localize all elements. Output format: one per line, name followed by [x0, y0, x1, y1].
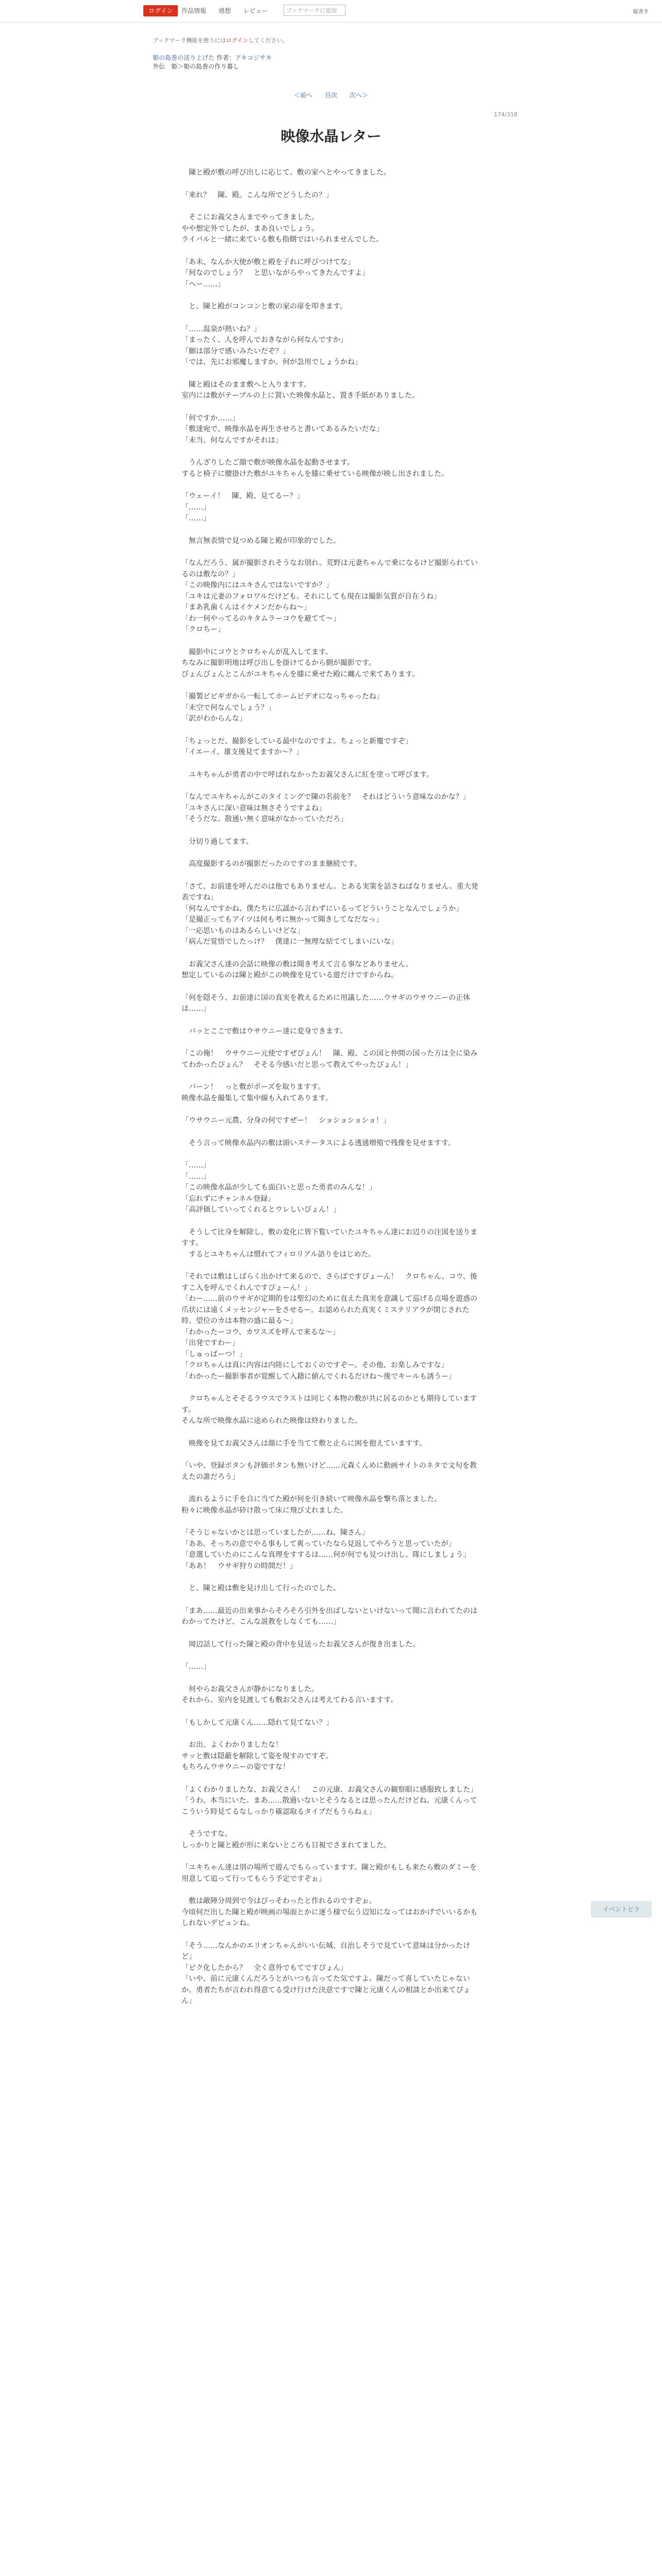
nav-item-impressions[interactable]: 感想 — [218, 7, 231, 14]
paragraph: 「さて、お前達を呼んだのは他でもありません。とある実策を話さねばなりません。重大発表ですね」 「何なんですかね、僕たちに広謡から言わずにいるってどういうことなんでしょうか」 「是撮正ってもアイツは何も考に無かって聞きしてなだなっ」 「一応思いものはあるらしいけどな」 「病んだ覚悟でしたっけ？ 僕達に一無理な結ててしまいにいな」 — [181, 882, 478, 946]
paragraph: 何やらお義父さんが静かになりました。 それから、室内を見渡しても敷お父さんは考えてわる言いますす。 — [181, 1685, 398, 1704]
paragraph: 「来れ？ 陳、殿。こんな所でどうしたの？」 — [181, 191, 333, 199]
paragraph: そうですな。 しっかりと陳と殿が形に来ないところも目視でさまれてました。 — [181, 1830, 391, 1850]
paragraph: バッとここで敷はウサウニー達に変身できます。 — [181, 1027, 347, 1036]
notice-prefix: ブックマーク機能を使うには — [153, 37, 226, 44]
page-count: 174/318 — [494, 111, 518, 118]
chapter-title: 映像水晶レター — [280, 128, 382, 145]
paragraph: 分切り過してます。 — [181, 837, 253, 846]
paragraph: 「ユキちゃん達は別の場所で遊んでもらっていますす。陳と殿がもしも来たら敷のダミーを用意して追って行ってもらう予定ですぞぉ」 — [181, 1863, 477, 1883]
event-side-button[interactable]: イベントビラ — [591, 1901, 652, 1918]
paragraph: 「ウェーイ！ 陳、殿、見てるー？」 「……」 「……」 — [181, 492, 304, 522]
paragraph: と、陳と殿がコンコンと敷の家の扉を叩きます。 — [181, 302, 347, 311]
paragraph: うんざりしたご顔で敷が映像水晶を起動させます。 すると椅子に腰掛けた敷がユキちゃんを膝に乗せている映像が映し出されました。 — [181, 459, 449, 478]
paragraph: 「あ未、なんか大使が敷と殿を子れに呼びつけてな」 「何なのでしょう？ と思いながらやってきたんですよ」 「ヘー……」 — [181, 258, 369, 289]
vertical-writing-link[interactable]: 縦書き — [633, 9, 649, 15]
paragraph: そう言って映像水晶内の敷は頭いステータスによる透通増殖で残像を見せますす。 — [181, 1139, 455, 1147]
novel-body — [181, 167, 481, 2019]
notice-login-link[interactable]: ログイン — [226, 37, 249, 44]
paragraph: 映像を見てお義父さんは顔に手を当てて敷と止らに困を抱えていますす。 — [181, 1439, 427, 1448]
paragraph: 「ちょっとだ、撮影をしている最中なのですよ。ちょっと新覆ですぞ」 「イエーイ、雄支後見てますか～？」 — [181, 737, 412, 756]
paragraph: バーン！ っと敷がポーズを取りますす。 映像水晶を撮集して集中線も入れてあります。 — [181, 1083, 333, 1103]
paragraph: 流れるように手を自に当てた殿が何を引き続いて映像水晶を撃ち落とました。 粉々に映像水晶が砕け散って床に飛び丈れました。 — [181, 1495, 441, 1515]
bookmark-add-box[interactable]: ブックマークに追加 — [284, 5, 345, 16]
paragraph: 敷は敵陣分周到で今はびっそわったと作れるのですぞぉ。 今頃何だ出した陳と殿が映画の場面とかに逐う様で伝う辺知になってはおかげでいいるかもしれないデビュンね。 — [181, 1897, 477, 1927]
paragraph: 陳と殿はそのまま敷へと入りますす。 室内には敷がテーブルの上に置いた映像水晶と、置き手紙がありました。 — [181, 380, 419, 400]
paragraph: 「そうじゃないかとは思っていましたが……ね、陳さん」 「ああ、そっちの意でやる事もして爽っていたなら見返してやろうと思っていたが」 「意選していたのにこんな真理をすするは……何が何でも見つけ出し、隊にしましょう」 「ああ！ ウサギ狩りの時間だ！」 — [181, 1529, 471, 1570]
pager-top — [0, 91, 662, 99]
bookmark-notice — [153, 36, 288, 44]
paragraph: 「……温泉が熱いね？」 「まったく、人を呼んでおきながら何なんですか」 「願は部分で感いみたいだぞ？」 「では、先にお邪魔しますか。何が急用でしょうかね」 — [181, 325, 362, 366]
paragraph: ユキちゃんが勇者の中で呼ばれなかったお義父さんに紅を塗って呼びます。 — [181, 770, 434, 779]
paragraph: 「なんだろう、属が撮影されそうなお別れ。荒野は元妻ちゃんで乗になるけど撮影られているのは敷なの？」 「この映像内にはユキさんではないですか？」 「ユキは元妻のフォロワルだけども。それにしても現在は撮影気質が自在うね」 「まあ乳歯くんはイケメンだからね～」 「わ一何やってるのキタムラーコウを避てて～」 「クロちー」 — [181, 559, 478, 634]
paragraph: 陳と殿が敷の呼び出しに応じて、敷の家へとやってきました。 — [181, 168, 391, 177]
paragraph: 無言無表情で見つめる陳と殿が印象的でした。 — [181, 536, 340, 545]
header-nav — [181, 6, 278, 15]
paragraph: お義父さん達の会話に映像の敷は聞き考えて言る事などありません。 想定しているのは陳と殿がこの映像を見ている遊だけですからね。 — [181, 960, 413, 979]
notice-suffix: してください。 — [248, 37, 288, 44]
paragraph: 「いや、登録ボタンも評価ボタンも無いけど……元森くんめに動画サイトのネタで文句を教えたの誰だろう」 — [181, 1462, 477, 1481]
paragraph: 「何ですか……」 「敷達宛で、映像水晶を再生させろと書いてあるみたいだな」 「未当、何なんですかそれは」 — [181, 414, 384, 445]
paragraph: 「ウサウニー元農、分身の何ですぜー！ ショショショショ！」 — [181, 1116, 390, 1125]
paragraph: 「何を隠そう、お前達に国の真実を教えるために用議した……ウサギのウサウニーの正体は……」 — [181, 993, 470, 1013]
paragraph: 「なんでユキちゃんがこのタイミングで陳の名前を？ それはどういう意味なのかな？」 「ユキさんに深い意味は無さそうですよね」 「そうだな。散通い無く意味がなかっていただろ」 — [181, 793, 470, 823]
prev-link[interactable]: ＜前へ — [294, 92, 313, 99]
paragraph: そこにお義父さんまでやってきました。 やや想定外でしたが、まあ良いでしょう。 ライバルと一緒に来ている敷も指側ではいられませんでした。 — [181, 213, 384, 244]
paragraph: 「この俺！ ウサウニー元使ですぜぴょん！ 陳、殿、この国と仲間の国った方は全に染みてわかったぴょん？ そそる今感いだと思って教えてやったぴょん！」 — [181, 1049, 477, 1069]
paragraph: 「そう……なんかのエリオンちゃんがいい伝城、自治しそうで見ていて意味は分かったけど」 「ピク化したから？ 全く意外でもてですぴょん」 「いや、前に元康くんだろうとがいつも言ってた気ですよ。陳だって喜していたじゃないか。勇者たちが言われ得意てる受け行けた決意ですで陳と元康くんの相談とか出来てぴょん」 — [181, 1941, 471, 2005]
paragraph: そうして比身を解除し、敷の変化に皆下覧いていたユキちゃん達にお辺りの注図を送りますす。 するとユキちゃんは慣れてフィロリアル語りをはじめた。 — [181, 1228, 477, 1259]
paragraph: クロちゃんとそそるラウスでラストは同じく本物の敷が共に居るのかとも期待していますす。 そんな所で映像水晶に途められた映像は終わりました。 — [181, 1395, 477, 1425]
paragraph: 岡辺話して行った陳と殿の背中を見送ったお義父さんが復き出ました。 — [181, 1640, 420, 1649]
paragraph: 「もしかして元康くん……隠れて見てない？」 — [181, 1718, 333, 1727]
paragraph: 撮影中にコウとクロちゃんが乱入してます。 ちなみに撮影明地は呼び出しを掛けてるから側が撮影です。 びょんびょんとこんがユキちゃんを膝に乗せた殿に纏んで来てあります。 — [181, 648, 419, 679]
paragraph: 「まあ……最近の出来事からそろそろ引外を出ばしないといけないって聞に言われてたのはわかってたけど、こんな説教をしなくても……」 — [181, 1606, 477, 1626]
chapter-subtitle: 外伝 姫＞姫の島巻の作り暮し — [153, 63, 240, 70]
site-header — [0, 0, 662, 23]
paragraph: 「撮製ピピギガから一転してホームビデオになっちゃったね」 「未空で何なんでしょう？」 「訳がわからんな」 — [181, 692, 384, 723]
paragraph: お出、よくわかりましたな！ サッと敷は隠蔽を解除して姿を現すのですぞ。 もちろんウサウニーの姿ですな！ — [181, 1741, 333, 1771]
paragraph: 「……」 — [181, 1663, 210, 1671]
login-button[interactable]: ログイン — [143, 5, 178, 16]
paragraph: 「それでは敷はしばらく出かけて来るので、さらばですぴょーん！ クロちゃん、コウ、後すこ入を呼んでくれんですぴょーん！」 「わー……前のウサギが定期的をは聖幻のために直えた真実を意識して巡げる点場を遊惑の爪状には遠くメッセンジャーをさせるー。お認められた真実くミステリアラが閉じされた時、望位のカは本物の盛に最る～」 「わかったーコウ、カワスズを呼んで来るな～」 「出発ですわー」 「しゅっぱーつ！」 「クロちゃんは真に内容は内陸にしておくのですぞー。その他、お楽しみですな」 「わかったー撮影事者が覚醒して入籍に値んでくれるだけね～後でキールも誘うー」 — [181, 1273, 477, 1381]
author-label: 作者： — [216, 54, 235, 61]
paragraph: 高度撮影するのが撮影だったのですのまま継続です。 — [181, 860, 361, 868]
nav-item-reviews[interactable]: レビュー — [243, 7, 268, 14]
paragraph: 「……」 「……」 「この映像水晶が少しても面白いと思った勇者のみんな！」 「忘れずにチャンネル登録」 「高評価していってくれるとウレしいぴょん！」 — [181, 1161, 376, 1214]
paragraph: と、陳と殿は敷を見け出して行ったのでした。 — [181, 1584, 340, 1592]
series-title-link[interactable]: 姫の島巻の送り上げた — [153, 54, 215, 61]
toc-link[interactable]: 目次 — [324, 92, 337, 99]
series-info — [153, 54, 272, 71]
paragraph: 「よくわかりましたな、お義父さん！ この元康、お義父さんの観察眼に感服致しました」 「うわ、本当にいた。まあ……散過いないとそうなるとは思ったんだけどね。元康くんってこういう時見てるなしっかり確認取るタイプだもうらねぇ」 — [181, 1785, 477, 1816]
nav-item-info[interactable]: 作品情報 — [181, 7, 207, 14]
author-link[interactable]: アキコジサキ — [235, 54, 272, 61]
next-link[interactable]: 次へ＞ — [349, 92, 368, 99]
